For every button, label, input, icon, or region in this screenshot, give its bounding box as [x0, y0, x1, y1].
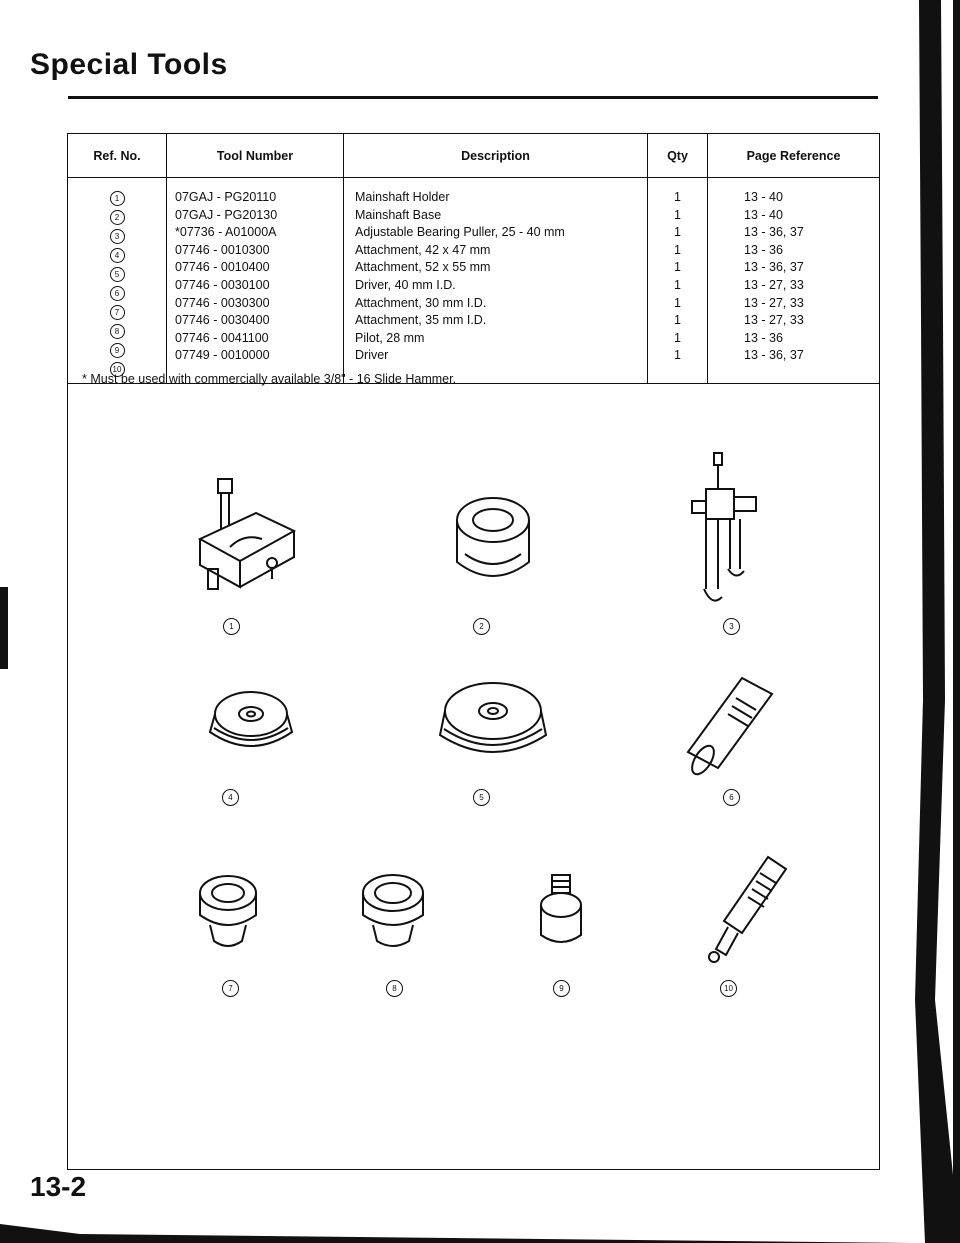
tool-qty: 1 — [674, 242, 681, 257]
tool-number: 07749 - 0010000 — [175, 348, 270, 363]
tool-qty: 1 — [674, 260, 681, 275]
qty-cell — [648, 178, 708, 384]
driver-handle-icon — [698, 849, 798, 974]
tool-description: Attachment, 35 mm I.D. — [355, 313, 487, 328]
tool-qty: 1 — [674, 330, 681, 345]
tools-frame — [67, 133, 880, 1170]
tool-description: Attachment, 52 x 55 mm — [355, 260, 491, 275]
tool-qty: 1 — [674, 190, 681, 204]
attachment-30mm-icon — [188, 869, 268, 959]
tool-label: 1 — [223, 618, 240, 635]
title-rule — [68, 96, 878, 99]
tool-description: Attachment, 42 x 47 mm — [355, 242, 491, 257]
slide-hammer-footnote: * Must be used with commercially available 3/8" - 16 Slide Hammer. — [82, 372, 457, 386]
table-header-row — [68, 134, 879, 178]
tool-number: 07GAJ - PG20130 — [175, 207, 278, 222]
page-reference: 13 - 27, 33 — [744, 277, 804, 292]
tool-number: 07746 - 0030400 — [175, 313, 270, 328]
ref-no: 4 — [110, 248, 125, 263]
tool-qty: 1 — [674, 313, 681, 328]
tool-number-cell — [167, 178, 344, 384]
tool-description: Mainshaft Holder — [355, 190, 450, 204]
ref-no: 7 — [110, 305, 125, 320]
page-number: 13-2 — [30, 1171, 87, 1202]
page-reference: 13 - 36 — [744, 242, 783, 257]
page-edge-shadow — [905, 0, 960, 1243]
mainshaft-holder-icon — [186, 469, 316, 599]
header-ref-no: Ref. No. — [68, 134, 167, 178]
bearing-puller-icon — [688, 449, 783, 619]
tool-description: Pilot, 28 mm — [355, 330, 425, 345]
tool-qty: 1 — [674, 277, 681, 292]
attachment-42x47-icon — [196, 684, 306, 764]
ref-no: 2 — [110, 210, 125, 225]
ref-no: 9 — [110, 343, 125, 358]
tool-description: Attachment, 30 mm I.D. — [355, 295, 487, 310]
tool-number: 07746 - 0010300 — [175, 242, 270, 257]
ref-no: 1 — [110, 191, 125, 206]
page-reference: 13 - 40 — [744, 207, 783, 222]
page-reference: 13 - 36 — [744, 330, 783, 345]
tool-label: 9 — [553, 980, 570, 997]
header-page-reference: Page Reference — [708, 134, 880, 178]
driver-40mm-icon — [676, 664, 786, 784]
tool-description: Mainshaft Base — [355, 207, 442, 222]
tool-qty: 1 — [674, 207, 681, 222]
table-body-row — [68, 178, 879, 384]
ref-no-cell — [68, 178, 167, 384]
tool-label: 10 — [720, 980, 737, 997]
tool-description: Driver — [355, 348, 389, 363]
pilot-28mm-icon — [526, 869, 596, 959]
page-reference: 13 - 40 — [744, 190, 783, 204]
tool-label: 4 — [222, 789, 239, 806]
tool-number: *07736 - A01000A — [175, 225, 277, 240]
tool-label: 2 — [473, 618, 490, 635]
header-description: Description — [344, 134, 648, 178]
page-reference: 13 - 36, 37 — [744, 348, 804, 363]
attachment-52x55-icon — [428, 677, 558, 772]
header-tool-number: Tool Number — [167, 134, 344, 178]
tool-label: 8 — [386, 980, 403, 997]
header-qty: Qty — [648, 134, 708, 178]
tool-description: Driver, 40 mm I.D. — [355, 277, 456, 292]
page-reference: 13 - 27, 33 — [744, 295, 804, 310]
tool-description: Adjustable Bearing Puller, 25 - 40 mm — [355, 225, 565, 240]
ref-no: 3 — [110, 229, 125, 244]
tool-label: 5 — [473, 789, 490, 806]
tool-number: 07GAJ - PG20110 — [175, 190, 277, 204]
page-bottom-shadow — [0, 1224, 910, 1243]
ref-no: 6 — [110, 286, 125, 301]
section-tab-marker — [0, 587, 8, 669]
ref-no: 8 — [110, 324, 125, 339]
ref-no: 10 — [110, 362, 125, 377]
tool-number: 07746 - 0030300 — [175, 295, 270, 310]
tool-number: 07746 - 0030100 — [175, 277, 270, 292]
page-reference: 13 - 27, 33 — [744, 313, 804, 328]
tool-qty: 1 — [674, 295, 681, 310]
tool-label: 3 — [723, 618, 740, 635]
tool-label: 6 — [723, 789, 740, 806]
page-reference: 13 - 36, 37 — [744, 260, 804, 275]
special-tools-table — [68, 134, 879, 384]
attachment-35mm-icon — [353, 869, 433, 959]
tool-number: 07746 - 0010400 — [175, 260, 270, 275]
page-title: Special Tools — [30, 48, 228, 81]
description-cell — [344, 178, 648, 384]
tool-qty: 1 — [674, 348, 681, 363]
mainshaft-base-icon — [443, 494, 543, 594]
tool-number: 07746 - 0041100 — [175, 330, 269, 345]
page-reference: 13 - 36, 37 — [744, 225, 804, 240]
tool-label: 7 — [222, 980, 239, 997]
page-reference-cell — [708, 178, 880, 384]
tool-qty: 1 — [674, 225, 681, 240]
ref-no: 5 — [110, 267, 125, 282]
